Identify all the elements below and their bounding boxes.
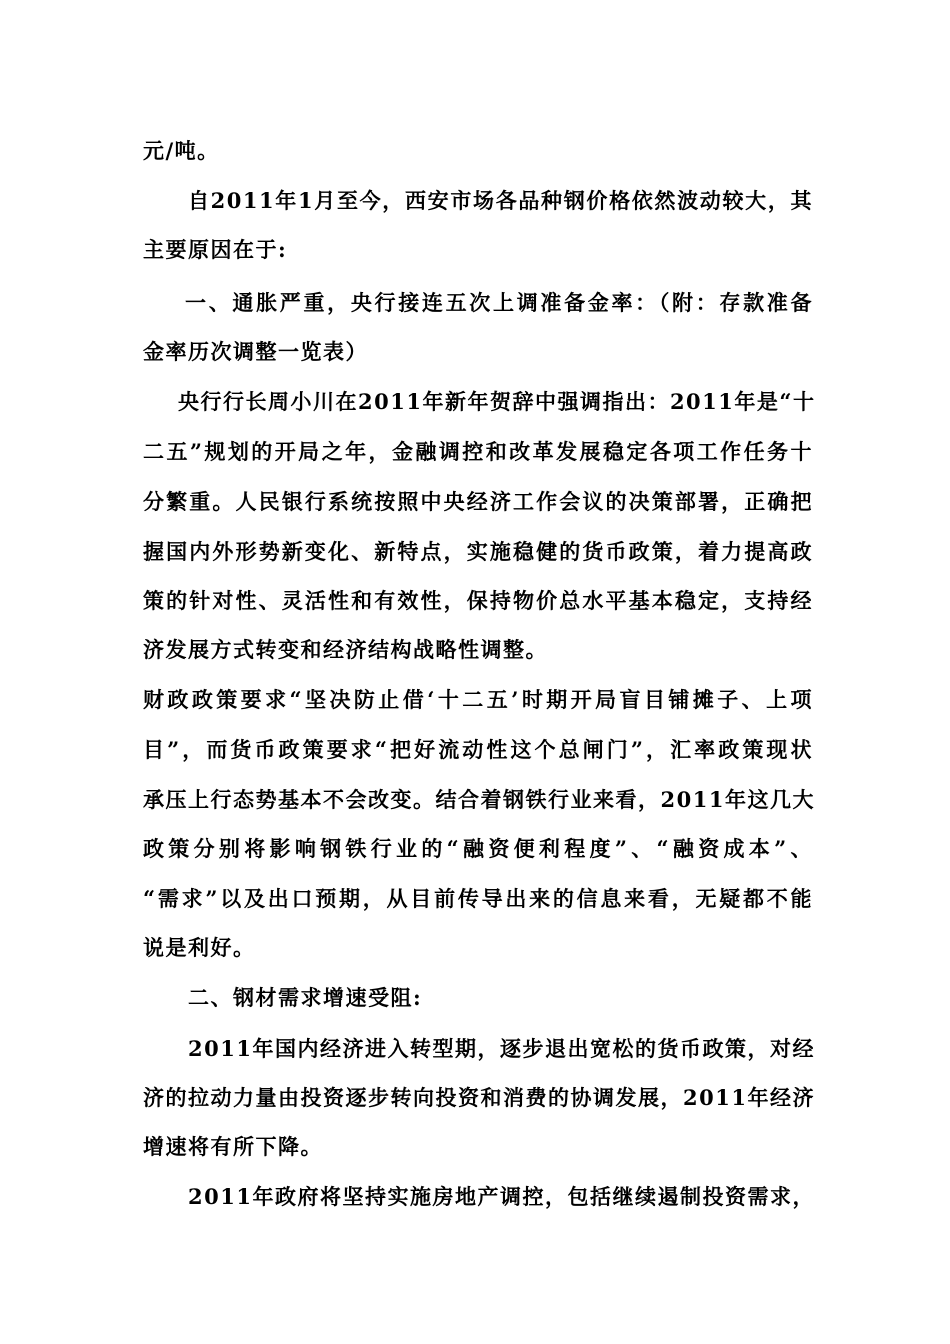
text-line: 握国内外形势新变化、新特点，实施稳健的货币政策，着力提高政 bbox=[143, 539, 813, 564]
section-heading: 二、钢材需求增速受阻: bbox=[188, 985, 423, 1010]
text-line: 元/吨。 bbox=[143, 138, 220, 163]
text-line: 说是利好。 bbox=[143, 935, 256, 960]
text-line: 济发展方式转变和经济结构战略性调整。 bbox=[143, 637, 548, 662]
text-line: 增速将有所下降。 bbox=[143, 1134, 323, 1159]
text-line: 自2011年1月至今，西安市场各品种钢价格依然波动较大，其 bbox=[188, 188, 813, 213]
text-line: 央行行长周小川在2011年新年贺辞中强调指出：2011年是“十 bbox=[178, 389, 816, 414]
text-line: 二五”规划的开局之年，金融调控和改革发展稳定各项工作任务十 bbox=[143, 439, 813, 464]
text-line: 主要原因在于: bbox=[143, 237, 288, 262]
text-line: 2011年政府将坚持实施房地产调控，包括继续遏制投资需求， bbox=[188, 1184, 815, 1209]
section-heading-continued: 金率历次调整一览表） bbox=[143, 339, 368, 364]
text-line: 财政政策要求“坚决防止借‘十二五’时期开局盲目铺摊子、上项 bbox=[143, 687, 813, 712]
text-line: 目”，而货币政策要求“把好流动性这个总闸门”，汇率政策现状 bbox=[143, 737, 813, 762]
text-line: 济的拉动力量由投资逐步转向投资和消费的协调发展，2011年经济 bbox=[143, 1085, 815, 1110]
text-line: “需求”以及出口预期，从目前传导出来的信息来看，无疑都不能 bbox=[143, 886, 813, 911]
text-line: 承压上行态势基本不会改变。结合着钢铁行业来看，2011年这几大 bbox=[143, 787, 815, 812]
text-line: 分繁重。人民银行系统按照中央经济工作会议的决策部署，正确把 bbox=[143, 489, 813, 514]
text-line: 2011年国内经济进入转型期，逐步退出宽松的货币政策，对经 bbox=[188, 1036, 815, 1061]
section-heading: 一、通胀严重，央行接连五次上调准备金率：（附：存款准备 bbox=[185, 290, 813, 315]
text-line: 策的针对性、灵活性和有效性，保持物价总水平基本稳定，支持经 bbox=[143, 588, 813, 613]
text-line: 政策分别将影响钢铁行业的“融资便利程度”、“融资成本”、 bbox=[143, 836, 813, 861]
